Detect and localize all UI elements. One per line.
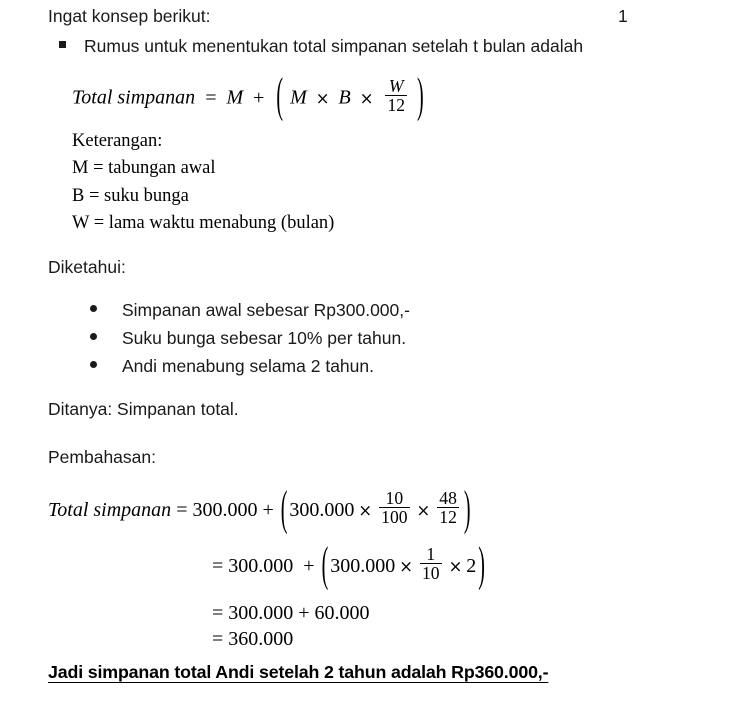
formula-fraction-w-12 [385, 77, 407, 115]
solution-line1-plus: + [262, 499, 274, 522]
formula-var-b: B [338, 86, 351, 109]
square-bullet-icon [59, 41, 66, 48]
formula-fraction-denominator: 12 [387, 95, 406, 116]
solution-line2-fraction-1-10 [420, 545, 442, 583]
discussion-label: Pembahasan: [48, 447, 156, 467]
formula-fraction-numerator: W [388, 75, 404, 96]
solution-line3-expression: 300.000 + 60.000 [228, 602, 370, 624]
given-item-label: Simpanan awal sebesar Rp300.000,- [122, 300, 410, 320]
solution-line-2 [212, 538, 487, 593]
conclusion-statement: Jadi simpanan total Andi setelah 2 tahun adalah Rp360.000,- [48, 662, 549, 682]
formula-var-m: M [226, 86, 244, 109]
solution-line-4 [212, 628, 298, 651]
given-list-item [90, 356, 374, 378]
solution-line1-fraction-48-12 [437, 489, 459, 527]
solution-line2-principal: 300.000 [330, 555, 396, 578]
given-list-item [90, 300, 410, 322]
intro-bullet-label: Rumus untuk menentukan total simpanan setelah t bulan adalah [84, 36, 584, 56]
solution-line1-times-1: × [358, 501, 373, 521]
solution-line2-frac1-numerator: 1 [426, 543, 436, 564]
solution-line2-equals: = [212, 555, 224, 578]
formula-paren-open: ( [276, 69, 284, 124]
solution-line1-times-2: × [416, 501, 431, 521]
solution-line1-fraction-10-100 [379, 489, 409, 527]
asked-label: Ditanya: Simpanan total. [48, 399, 239, 419]
given-item-label: Suku bunga sebesar 10% per tahun. [122, 328, 407, 348]
formula-var-m2: M [290, 86, 307, 109]
solution-line1-frac2-numerator: 48 [439, 487, 457, 508]
legend-title: Keterangan: [72, 131, 163, 151]
given-label: Diketahui: [48, 257, 126, 277]
solution-line-1 [48, 482, 473, 537]
solution-line1-frac1-denominator: 100 [381, 507, 408, 528]
page-number: 1 [618, 6, 628, 26]
formula-lhs: Total simpanan [72, 86, 196, 109]
solution-line-3 [212, 602, 375, 625]
intro-bullet-item [59, 36, 583, 58]
legend-item-m: M = tabungan awal [72, 158, 216, 178]
solution-line2-factor: 2 [466, 555, 477, 578]
legend-item-w: W = lama waktu menabung (bulan) [72, 213, 335, 233]
solution-line4-equals: = [212, 628, 224, 650]
formula-times-2: × [359, 88, 374, 108]
solution-line3-equals: = [212, 602, 224, 624]
solution-line1-first-term: 300.000 [192, 499, 258, 522]
formula-times-1: × [315, 88, 330, 108]
formula-equals: = [205, 86, 217, 109]
solution-line2-times-1: × [399, 557, 413, 577]
legend-item-b: B = suku bunga [72, 186, 189, 206]
solution-line2-times-2: × [448, 557, 463, 577]
dot-bullet-icon [90, 305, 97, 312]
solution-line2-frac1-denominator: 10 [421, 563, 440, 584]
solution-line2-first-term: 300.000 [228, 555, 294, 578]
solution-line1-frac1-numerator: 10 [385, 487, 404, 508]
formula-paren-close: ) [417, 69, 424, 124]
given-item-label: Andi menabung selama 2 tahun. [122, 356, 374, 376]
solution-line1-paren-open: ( [280, 482, 288, 537]
solution-line2-paren-open: ( [321, 538, 329, 593]
dot-bullet-icon [90, 361, 97, 368]
solution-line1-principal: 300.000 [289, 499, 355, 522]
solution-line1-equals: = [176, 499, 188, 522]
dot-bullet-icon [90, 333, 97, 340]
solution-line1-frac2-denominator: 12 [439, 507, 457, 528]
formula-plus: + [253, 86, 265, 109]
intro-heading: Ingat konsep berikut: [48, 6, 211, 26]
solution-lhs: Total simpanan [48, 499, 172, 522]
general-formula [72, 69, 426, 124]
given-list-item [90, 328, 406, 350]
solution-line4-result: 360.000 [228, 628, 294, 650]
solution-line1-paren-close: ) [463, 482, 471, 537]
solution-line2-plus: + [303, 555, 315, 578]
solution-line2-paren-close: ) [478, 538, 485, 593]
